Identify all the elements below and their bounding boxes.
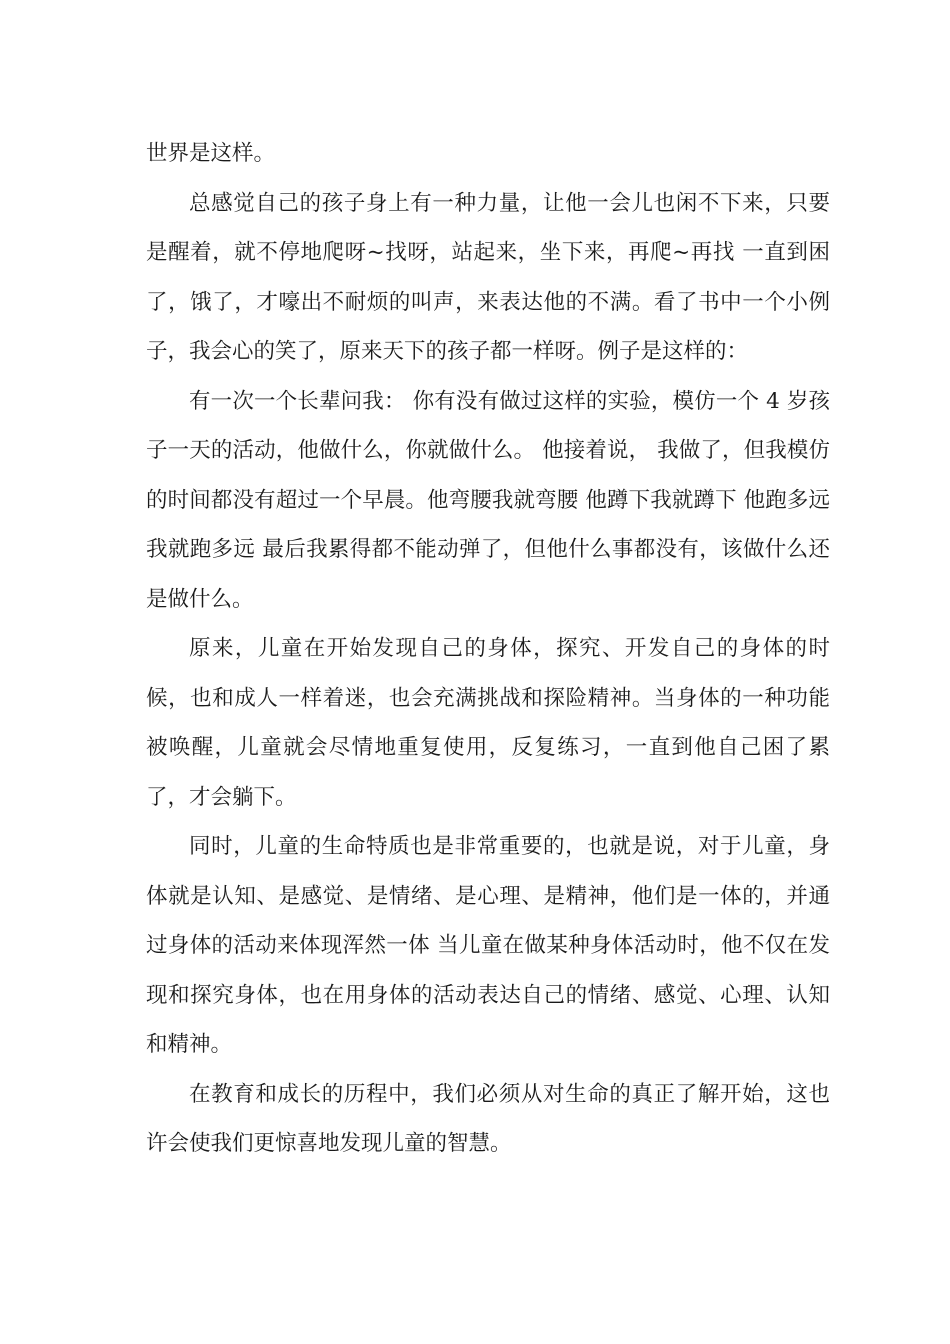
paragraph-continuation: 世界是这样。	[146, 141, 276, 166]
document-body	[146, 129, 830, 1169]
paragraph-child-energy: 总感觉自己的孩子身上有一种力量，让他一会儿也闲不下来，只要是醒着，就不停地爬呀~找呀，站起来，坐下来，再爬~再找 一直到困了，饿了，才嚎出不耐烦的叫声，来表达他的不满。看了书中一个小例子，我会心的笑了，原来天下的孩子都一样呀。例子是这样的：	[146, 190, 830, 364]
paragraph-life-traits: 同时，儿童的生命特质也是非常重要的，也就是说，对于儿童，身体就是认知、是感觉、是情绪、是心理、是精神，他们是一体的，并通过身体的活动来体现浑然一体 当儿童在做某种身体活动时，他不仅在发现和探究身体，也在用身体的活动表达自己的情绪、感觉、心理、认知和精神。	[146, 834, 830, 1057]
paragraph-elder-story: 有一次一个长辈问我： 你有没有做过这样的实验，模仿一个 4 岁孩子一天的活动，他做什么，你就做什么。 他接着说， 我做了，但我模仿的时间都没有超过一个早晨。他弯腰我就弯腰 他蹲下我就蹲下 他跑多远我就跑多远 最后我累得都不能动弹了，但他什么事都没有，该做什么还是做什么。	[146, 388, 830, 612]
paragraph-body-discovery: 原来，儿童在开始发现自己的身体，探究、开发自己的身体的时候，也和成人一样着迷，也会充满挑战和探险精神。当身体的一种功能被唤醒，儿童就会尽情地重复使用，反复练习，一直到他自己困了累了，才会躺下。	[146, 636, 830, 810]
paragraph-conclusion: 在教育和成长的历程中，我们必须从对生命的真正了解开始，这也许会使我们更惊喜地发现儿童的智慧。	[146, 1081, 830, 1156]
